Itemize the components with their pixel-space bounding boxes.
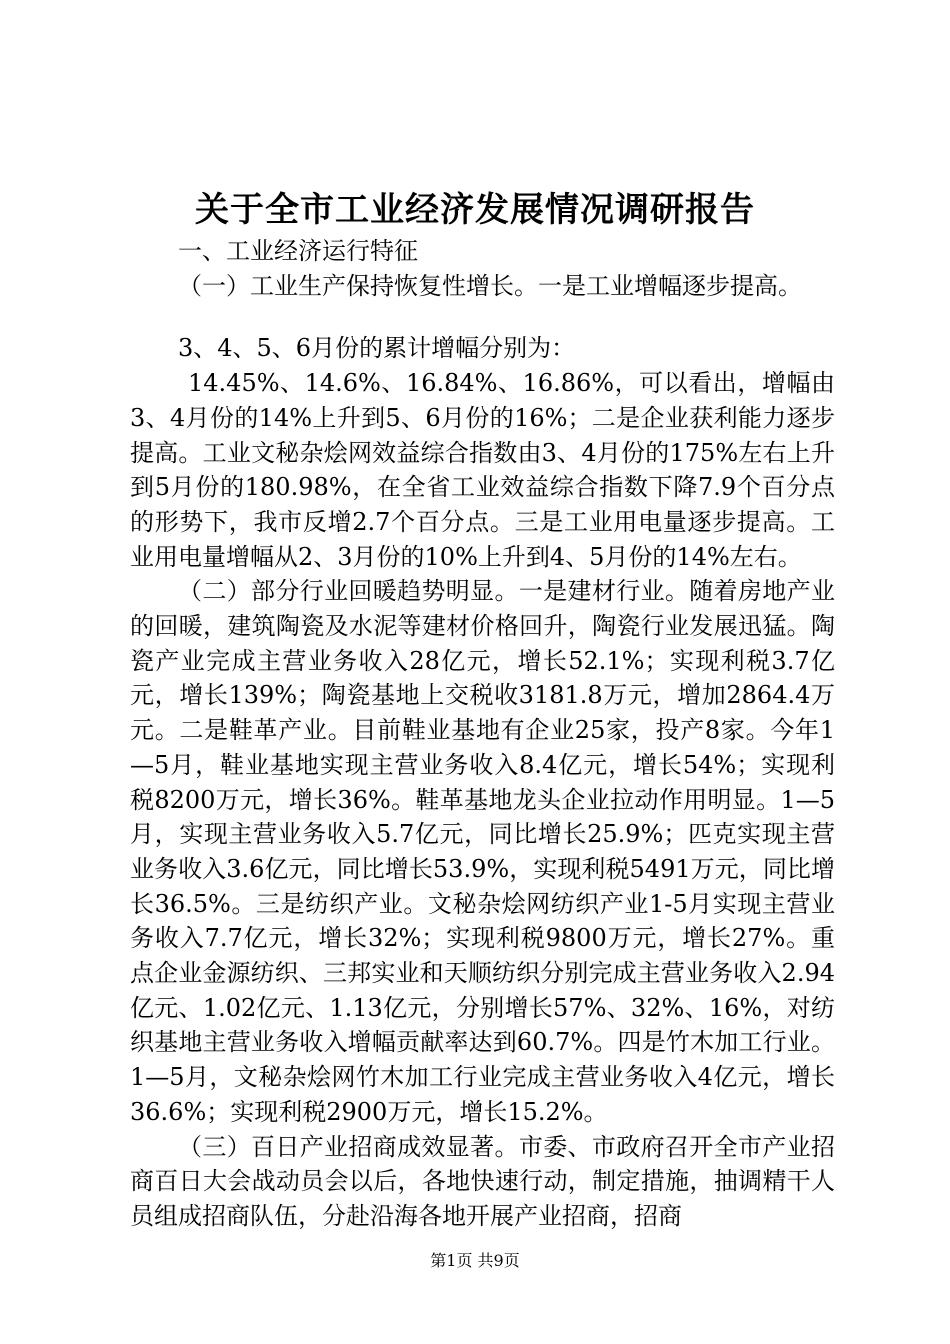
section-heading: 一、工业经济运行特征: [178, 237, 418, 265]
paragraph-growth-detail: 14.45%、14.6%、16.84%、16.86%，可以看出，增幅由3、4月份的14%上升到5、6月份的16%；二是企业获利能力逐步提高。工业文秘杂烩网效益综合指数由3、4月份的175%左右上升到5月份的180.98%，在全省工业效益综合指数下降7.9个百分点的形势下，我市反增2.7个百分点。三是工业用电量逐步提高。工业用电量增幅从2、3月份的10%上升到4、5月份的14%左右。: [130, 369, 835, 571]
subsection-heading-1: （一）工业生产保持恢复性增长。一是工业增幅逐步提高。: [178, 271, 802, 300]
document-body: [130, 234, 835, 1234]
paragraph-investment: （三）百日产业招商成效显著。市委、市政府召开全市产业招商百日大会战动员会以后，各地快速行动，制定措施，抽调精干人员组成招商队伍，分赴沿海各地开展产业招商，招商: [130, 1132, 835, 1230]
paragraph-industries: （二）部分行业回暖趋势明显。一是建材行业。随着房地产业的回暖，建筑陶瓷及水泥等建材价格回升，陶瓷行业发展迅猛。陶瓷产业完成主营业务收入28亿元，增长52.1%；实现利税3.7亿元，增长139%；陶瓷基地上交税收3181.8万元，增加2864.4万元。二是鞋革产业。目前鞋业基地有企业25家，投产8家。今年1—5月，鞋业基地实现主营业务收入8.4亿元，增长54%；实现利税8200万元，增长36%。鞋革基地龙头企业拉动作用明显。1—5月，实现主营业务收入5.7亿元，同比增长25.9%；匹克实现主营业务收入3.6亿元，同比增长53.9%，实现利税5491万元，同比增长36.5%。三是纺织产业。文秘杂烩网纺织产业1-5月实现主营业务收入7.7亿元，增长32%；实现利税9800万元，增长27%。重点企业金源纺织、三邦实业和天顺纺织分别完成主营业务收入2.94亿元、1.02亿元、1.13亿元，分别增长57%、32%、16%，对纺织基地主营业务收入增幅贡献率达到60.7%。四是竹木加工行业。1—5月，文秘杂烩网竹木加工行业完成主营业务收入4亿元，增长36.6%；实现利税2900万元，增长15.2%。: [130, 577, 835, 1126]
page-number-footer: 第1页 共9页: [430, 1251, 520, 1270]
document-title: 关于全市工业经济发展情况调研报告: [195, 190, 755, 230]
paragraph-growth-intro: 3、4、5、6月份的累计增幅分别为：: [178, 334, 576, 363]
